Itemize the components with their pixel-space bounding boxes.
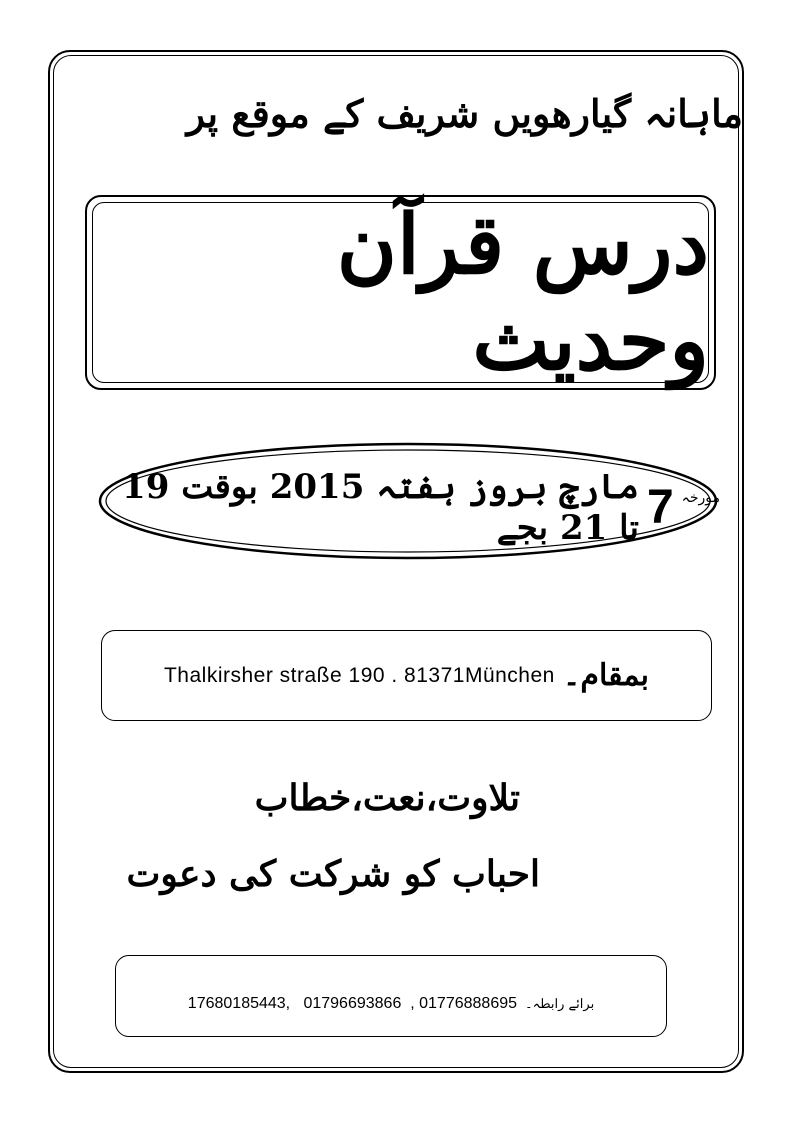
address-row — [101, 630, 712, 721]
event-title: درس قرآن وحدیث — [336, 196, 709, 389]
date-day: 7 — [646, 480, 674, 534]
contact-row — [115, 955, 667, 1037]
invitation-line: احباب کو شرکت کی دعوت — [126, 853, 540, 895]
date-prefix: مورخہ — [681, 490, 720, 506]
address-label: بمقام۔ — [562, 658, 650, 693]
phone-numbers: 17680185443, 01796693866 , 01776888695 — [187, 995, 518, 1012]
contact-label: برائے رابطہ۔ — [525, 996, 595, 1012]
date-line — [120, 462, 720, 552]
occasion-heading: ماہانہ گیارھویں شریف کے موقع پر — [186, 91, 743, 136]
address-text: Thalkirsher straße 190 . 81371München — [163, 663, 555, 687]
date-text: مارچ بروز ہفتہ 2015 بوقت 19 تا 21 بجے — [122, 467, 639, 548]
program-line: تلاوت،نعت،خطاب — [254, 777, 520, 819]
